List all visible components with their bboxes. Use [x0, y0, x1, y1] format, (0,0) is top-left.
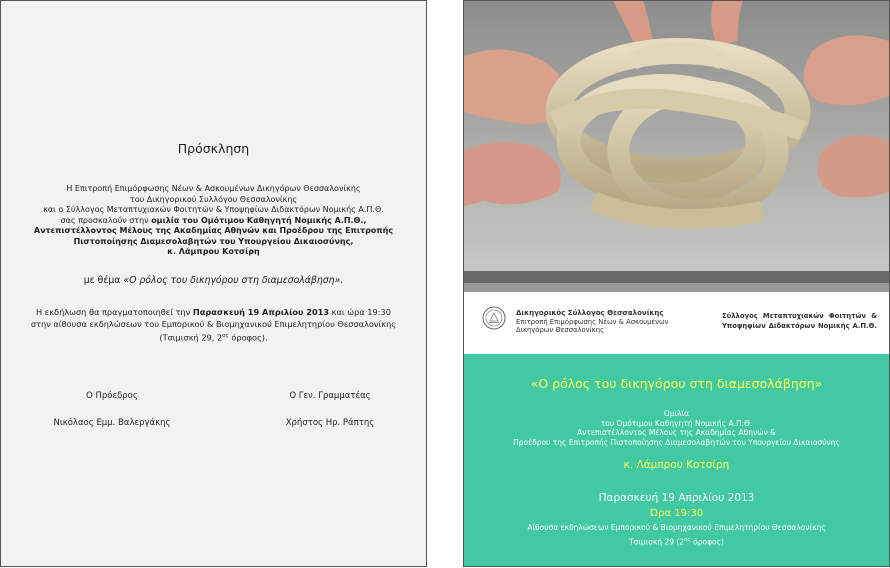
org2-line-1: Σύλλογος Μεταπτυχιακών Φοιτητών & [722, 312, 877, 320]
org1-name: Δικηγορικός Σύλλογος Θεσσαλονίκης [516, 309, 664, 317]
event-venue [464, 522, 889, 549]
org2-line-2: Υποψηφίων Διδακτόρων Νομικής Α.Π.Θ. [722, 322, 877, 330]
intro-line-6-text: Πιστοποίησης Διαμεσολαβητών του Υπουργείου Δικαιοσύνης, [73, 236, 354, 246]
intro-line-4-bold: ομιλία του Ομότιμου Καθηγητή Νομικής Α.Π.Θ., [151, 215, 367, 225]
intro-line-5 [1, 226, 426, 237]
topic-post: . [340, 275, 344, 286]
divider-grey [464, 283, 889, 292]
speech-line-4: Προέδρου της Επιτροπής Πιστοποίησης Διαμεσολαβητών του Υπουργείου Δικαιοσύνης [513, 437, 840, 447]
topic-title: «Ο ρόλος του δικηγόρου στη διαμεσολάβηση» [123, 275, 341, 286]
org1-line-2: Επιτροπή Επιμόρφωσης Νέων & Ασκουμένων [516, 317, 669, 326]
topic-pre: με θέμα [83, 275, 124, 286]
intro-line-2: του Δικηγορικού Συλλόγου Θεσσαλονίκης [129, 194, 298, 204]
event-floor: όροφος). [228, 332, 268, 343]
speech-details [464, 409, 889, 447]
venue-floor-sup: ος [684, 537, 691, 543]
floor-sup: ος [222, 333, 229, 339]
intro-line-4-pre: σας προσκαλούν στην [60, 215, 152, 225]
intro-line-6 [1, 237, 426, 248]
invitation-title: Πρόσκληση [177, 141, 250, 156]
venue-address: Τσιμισκή 29 (2 [629, 537, 685, 547]
event-line-1 [1, 306, 426, 318]
event-time: Ώρα 19:30 [649, 508, 704, 519]
bar-association-seal-icon [482, 306, 506, 330]
president-role: Ο Πρόεδρος [86, 391, 138, 401]
intro-line-5-text: Αντεπιστέλλοντος Μέλους της Ακαδημίας Αθηνών και Προέδρου της Επιτροπής [33, 226, 394, 235]
rope-knot-hands-photo [464, 1, 889, 271]
event-details [1, 306, 426, 344]
speech-line-1: Ομιλία [663, 409, 690, 418]
org1-line-3: Δικηγόρων Θεσσαλονίκης [516, 326, 605, 334]
venue-line-2 [464, 534, 889, 549]
invitation-right-page [463, 0, 890, 567]
event-date: Παρασκευή 19 Απριλίου 2013 [598, 492, 755, 504]
speaker-name: κ. Λάμπρου Κοτσίρη [623, 459, 730, 471]
intro-line-3: και ο Σύλλογος Μεταπτυχιακών Φοιτητών & Υποψηφίων Διδακτόρων Νομικής Α.Π.Θ. [43, 205, 384, 214]
divider-dark [464, 271, 889, 283]
organizer-bar-association [516, 309, 668, 335]
venue-line-1: Αίθουσα εκδηλώσεων Εμπορικού & Βιομηχανικού Επιμελητηρίου Θεσσαλονίκης [527, 523, 826, 532]
event-title: «Ο ρόλος του δικηγόρου στη διαμεσολάβηση» [530, 376, 823, 391]
event-time: και ώρα 19:30 [329, 307, 391, 317]
event-date: Παρασκευή 19 Απριλίου 2013 [192, 307, 330, 317]
intro-line-7 [1, 247, 426, 258]
venue-floor: όροφος) [690, 537, 724, 547]
speech-line-3: Αντεπιστέλλοντος Μέλους της Ακαδημίας Αθηνών & [577, 428, 776, 438]
event-line-3 [1, 330, 426, 344]
speech-line-2: του Ομότιμου Καθηγητή Νομικής Α.Π.Θ. [600, 418, 753, 428]
secretary-name: Χρήστος Ηρ. Ράπτης [285, 418, 375, 428]
event-pre: Η εκδήλωση θα πραγματοποιηθεί την [36, 307, 193, 317]
invitation-left-page [0, 0, 427, 567]
president-name: Νικόλαος Εμμ. Βαλεργάκης [53, 418, 171, 428]
speaker-name: κ. Λάμπρου Κοτσίρη [167, 247, 260, 256]
organizer-postgraduate-association [722, 311, 877, 331]
event-address: (Τσιμισκή 29, 2 [159, 332, 223, 343]
secretary-role: Ο Γεν. Γραμματέας [289, 391, 371, 401]
intro-line-1: Η Επιτροπή Επιμόρφωσης Νέων & Ασκουμένων Δικηγόρων Θεσσαλονίκης [66, 184, 361, 193]
invitation-topic [1, 275, 426, 286]
invitation-intro [1, 184, 426, 258]
intro-line-4 [1, 216, 426, 227]
event-line-2: στην αίθουσα εκδηλώσεων του Εμπορικού & Βιομηχανικού Επιμελητηρίου Θεσσαλονίκης [30, 319, 397, 329]
organizers-band [464, 292, 889, 354]
